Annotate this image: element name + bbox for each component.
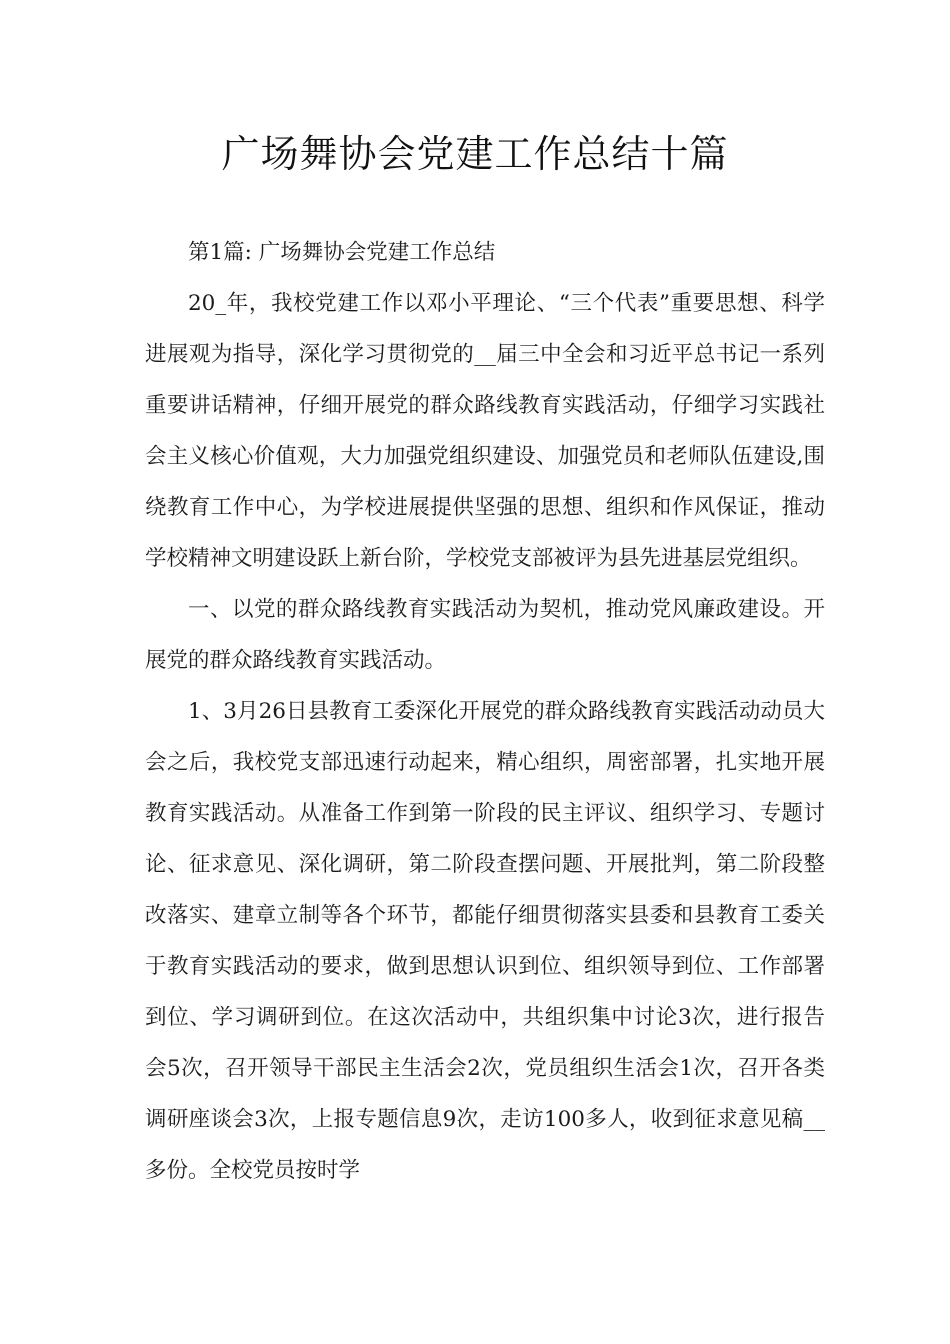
document-body [145, 227, 825, 1196]
paragraph-heading-one: 一、以党的群众路线教育实践活动为契机，推动党风廉政建设。开展党的群众路线教育实践活动。 [145, 597, 825, 673]
paragraph-intro: 20_年，我校党建工作以邓小平理论、“三个代表”重要思想、科学进展观为指导，深化学习贯彻党的__届三中全会和习近平总书记一系列重要讲话精神，仔细开展党的群众路线教育实践活动，仔细学习实践社会主义核心价值观，大力加强党组织建设、加强党员和老师队伍建设,围绕教育工作中心，为学校进展提供坚强的思想、组织和作风保证，推动学校精神文明建设跃上新台阶，学校党支部被评为县先进基层党组织。 [145, 291, 825, 571]
document-title: 广场舞协会党建工作总结十篇 [221, 132, 729, 176]
section-heading: 第1篇: 广场舞协会党建工作总结 [188, 240, 496, 265]
paragraph-item-one: 1、3月26日县教育工委深化开展党的群众路线教育实践活动动员大会之后，我校党支部迅速行动起来，精心组织，周密部署，扎实地开展教育实践活动。从准备工作到第一阶段的民主评议、组织学习、专题讨论、征求意见、深化调研，第二阶段查摆问题、开展批判，第二阶段整改落实、建章立制等各个环节，都能仔细贯彻落实县委和县教育工委关于教育实践活动的要求，做到思想认识到位、组织领导到位、工作部署到位、学习调研到位。在这次活动中，共组织集中讨论3次，进行报告会5次，召开领导干部民主生活会2次，党员组织生活会1次，召开各类调研座谈会3次，上报专题信息9次，走访100多人，收到征求意见稿__多份。全校党员按时学 [145, 699, 825, 1183]
